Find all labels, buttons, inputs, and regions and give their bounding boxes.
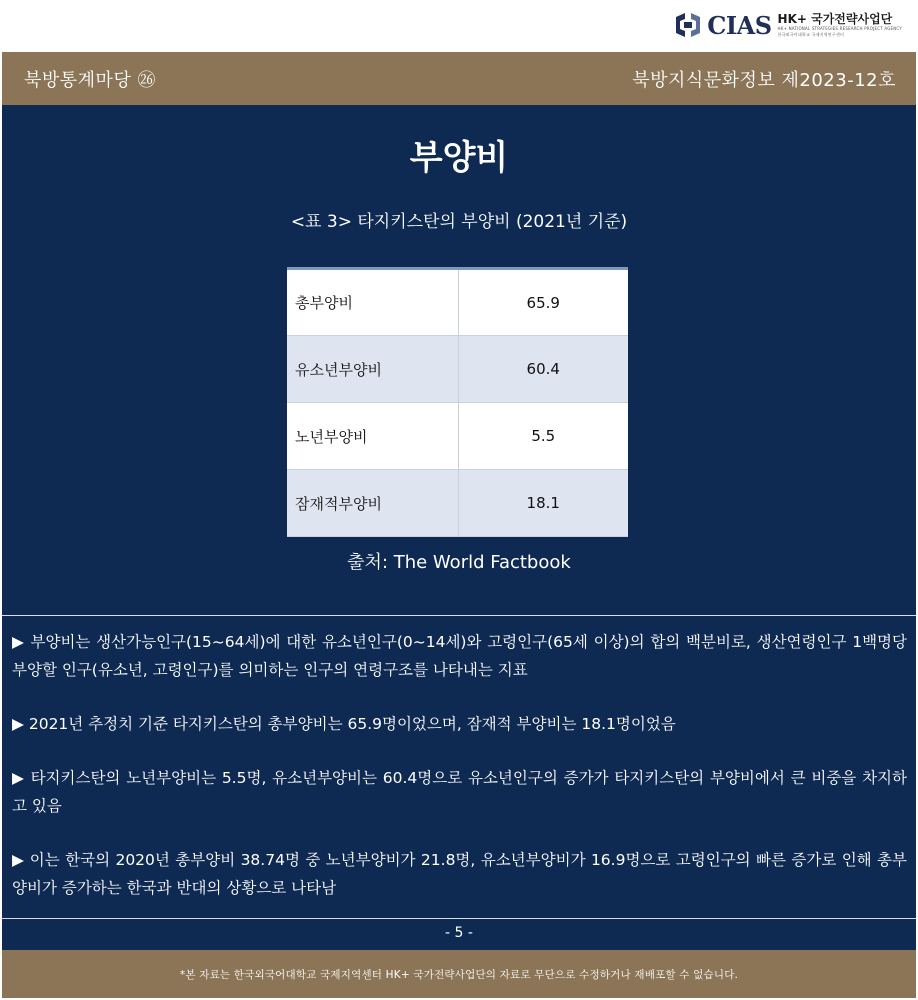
footer-band [2,950,916,998]
dependency-ratio-table [287,267,628,537]
page-number: - 5 - [445,925,473,941]
header-band [2,52,916,105]
bullet-item: ▶ 타지키스탄의 노년부양비는 5.5명, 유소년부양비는 60.4명으로 유소년인구의 증가가 타지키스탄의 부양비에서 큰 비중을 차지하고 있음 [12,769,907,815]
cias-logo [673,10,902,40]
logo-brand: CIAS [707,10,772,40]
table-caption: <표 3> 타지키스탄의 부양비 (2021년 기준) [290,212,628,232]
bullet-item: ▶ 부양비는 생산가능인구(15~64세)에 대한 유소년인구(0~14세)와 고령인구(65세 이상)의 합의 백분비로, 생산연령인구 1백명당 부양할 인구(유소년, 고령인구)를 의미하는 인구의 연령구조를 나타내는 지표 [12,633,907,679]
logo-text [778,12,902,38]
table-row [287,269,628,336]
row-value: 5.5 [458,403,628,470]
logo-project: HK+ 국가전략사업단 [777,12,893,26]
series-title: 북방통계마당 ㉖ [24,69,157,91]
bullet-list [12,628,907,928]
row-label: 유소년부양비 [287,336,458,403]
divider-top [2,615,916,616]
table-source: 출처: The World Factbook [347,552,571,573]
row-label: 잠재적부양비 [287,470,458,537]
row-label: 노년부양비 [287,403,458,470]
bullet-item: ▶ 이는 한국의 2020년 총부양비 38.74명 중 노년부양비가 21.8명, 유소년부양비가 16.9명으로 고령인구의 빠른 증가로 인해 총부양비가 증가하는 한국과 반대의 상황으로 나타남 [12,851,907,897]
row-label: 총부양비 [287,269,458,336]
row-value: 65.9 [458,269,628,336]
logo-bar [0,0,918,50]
issue-number: 북방지식문화정보 제2023-12호 [632,69,896,91]
bullet-item: ▶ 2021년 추정치 기준 타지키스탄의 총부양비는 65.9명이었으며, 잠재적 부양비는 18.1명이었음 [12,715,676,733]
row-value: 60.4 [458,336,628,403]
row-value: 18.1 [458,470,628,537]
copyright-notice: *본 자료는 한국외국어대학교 국제지역센터 HK+ 국가전략사업단의 자료로 무단으로 수정하거나 재배포할 수 없습니다. [179,968,739,981]
table-row [287,470,628,537]
divider-bottom [2,918,916,919]
logo-subtitle-ko: 한국외국어대학교 국제지역연구센터 [777,32,845,37]
table-row [287,336,628,403]
logo-subtitle-en: HK+ NATIONAL STRATEGIES RESEARCH PROJECT AGENCY [777,26,902,31]
page-title: 부양비 [409,138,509,178]
cias-emblem-icon [673,10,703,40]
table-row [287,403,628,470]
